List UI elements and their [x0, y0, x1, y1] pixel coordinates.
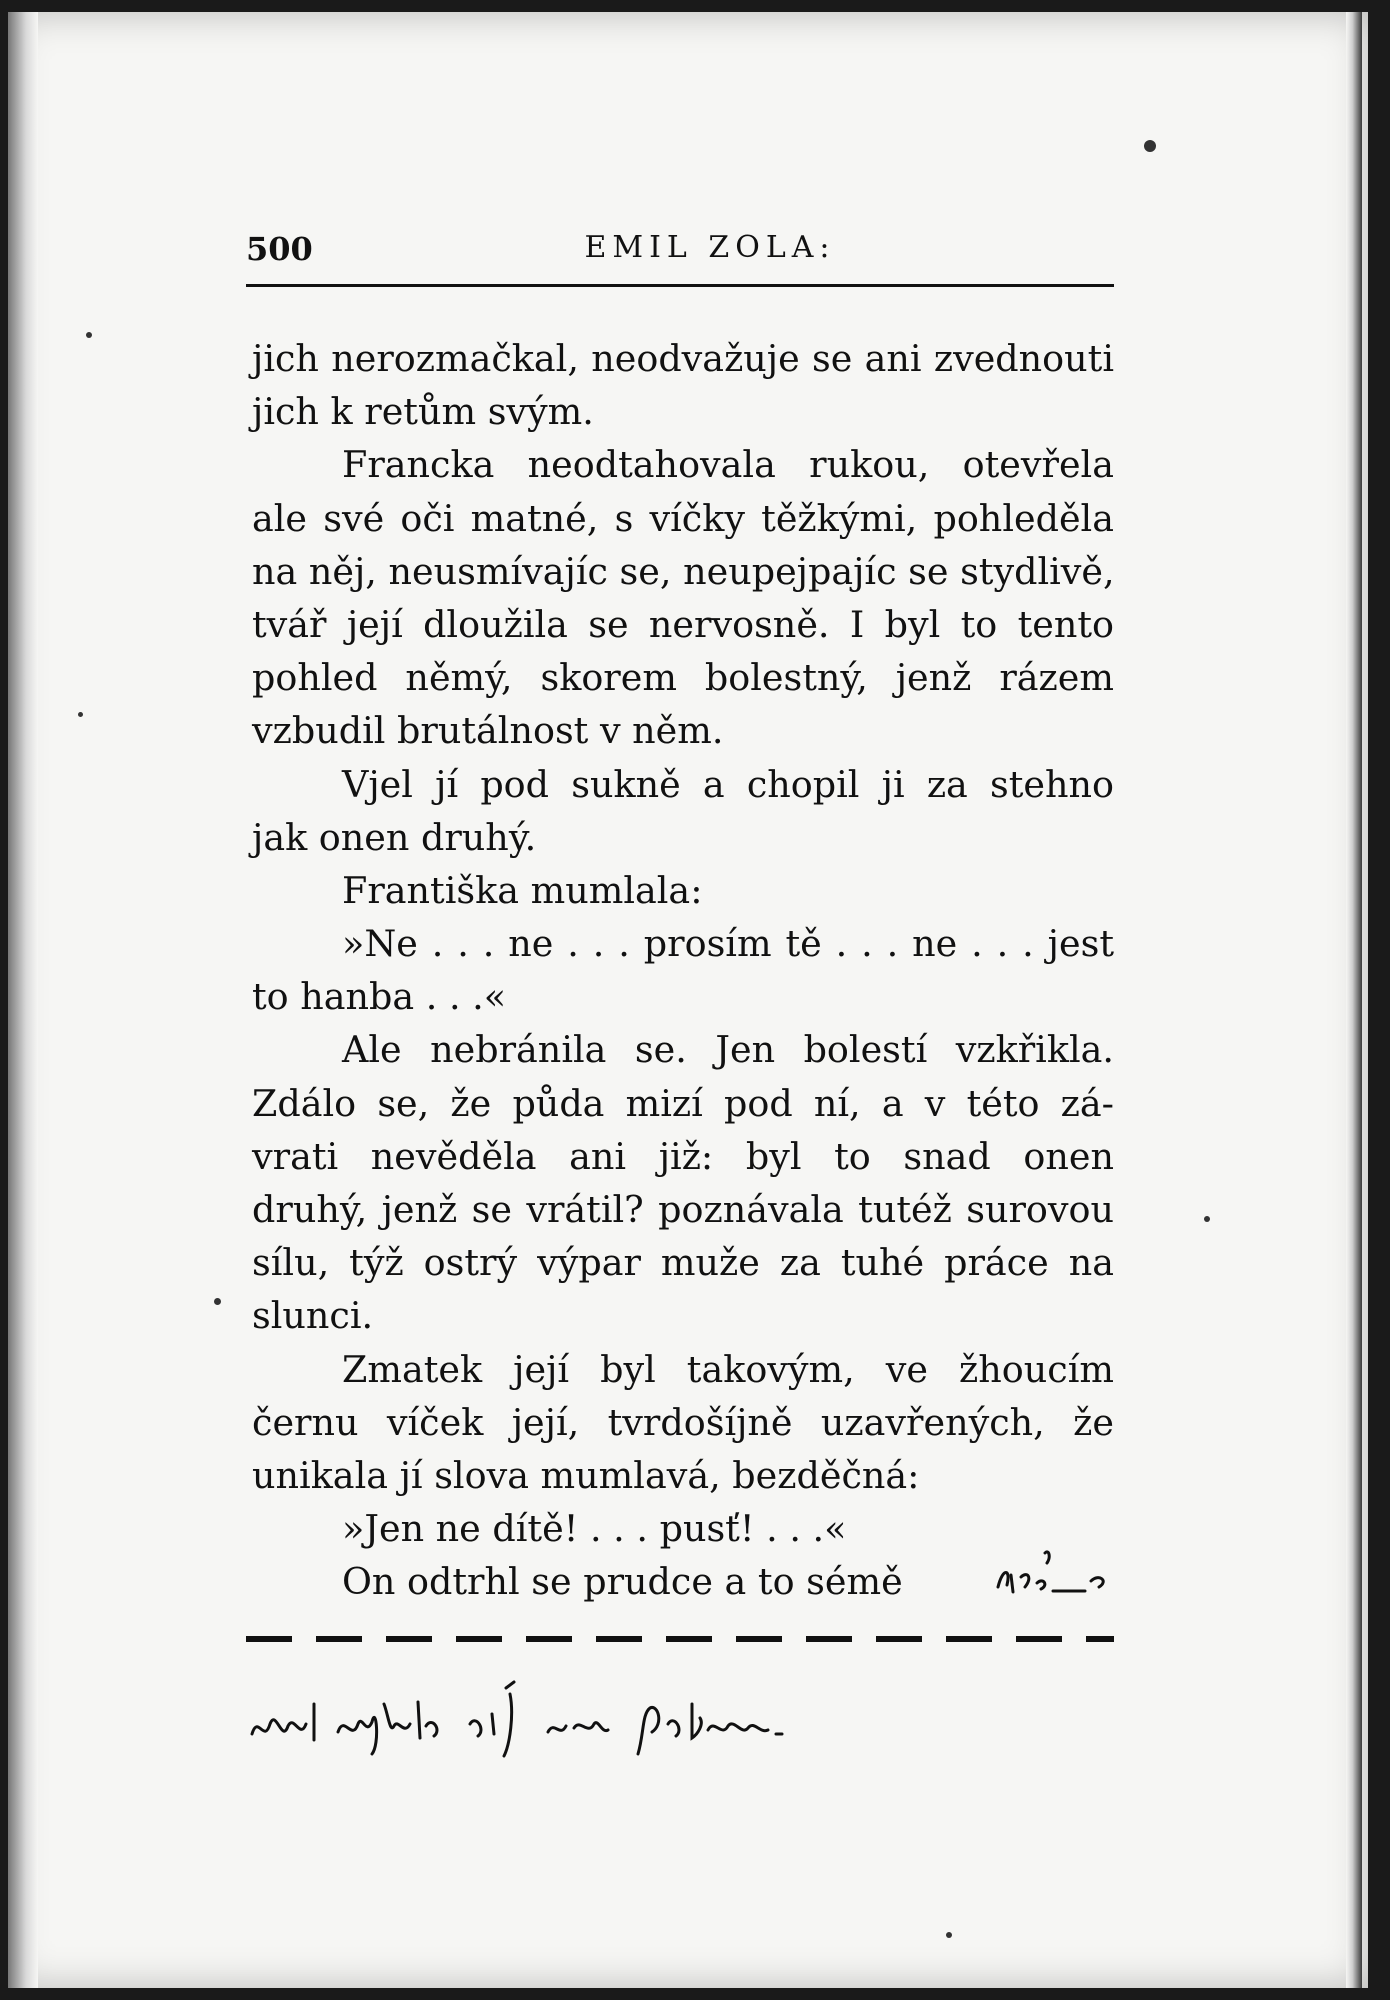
- text-line: »Ne . . . ne . . . prosím tě . . . ne . . . jest: [342, 922, 1114, 966]
- text-line: »Jen ne dítě! . . . pusť! . . .«: [342, 1507, 847, 1551]
- page-speck: [214, 1298, 221, 1305]
- text-line: Vjel jí pod sukně a chopil ji za stehno: [342, 762, 1114, 806]
- handwritten-annotation: [248, 1674, 868, 1764]
- text-line: druhý, jenž se vrátil? poznávala tutéž surovou: [252, 1188, 1114, 1231]
- text-line: unikala jí slova mumlavá, bezděčná:: [252, 1453, 920, 1497]
- page-speck: [78, 712, 83, 717]
- page-number: 500: [246, 230, 313, 268]
- running-title: EMIL ZOLA:: [584, 230, 836, 265]
- text-line: na něj, neusmívajíc se, neupejpajíc se stydlivě,: [252, 549, 1115, 593]
- text-line: sílu, týž ostrý výpar muže za tuhé práce na: [252, 1241, 1114, 1285]
- text-line: slunci.: [252, 1294, 374, 1338]
- text-line: Francka neodtahovala rukou, otevřela: [342, 443, 1114, 487]
- text-line: jich nerozmačkal, neodvažuje se ani zvednouti: [252, 337, 1114, 380]
- text-line: to hanba . . .«: [252, 975, 507, 1019]
- text-line: Zdálo se, že půda mizí pod ní, a v této zá-: [252, 1081, 1114, 1125]
- text-line: vrati nevěděla ani již: byl to snad onen: [252, 1134, 1114, 1178]
- book-page: [8, 12, 1368, 1988]
- page-header: [246, 222, 1114, 287]
- dashed-separator: [246, 1636, 1114, 1642]
- page-speck: [1144, 140, 1156, 152]
- text-line: Zmatek její byl takovým, ve žhoucím: [342, 1347, 1114, 1391]
- text-line: On odtrhl se prudce a to sémě: [342, 1560, 903, 1604]
- text-line: ale své oči matné, s víčky těžkými, pohleděla: [252, 496, 1114, 540]
- page-left-edge: [8, 12, 38, 1988]
- text-line: vzbudil brutálnost v něm.: [252, 709, 724, 753]
- handwritten-insert-mark: [993, 1547, 1113, 1607]
- page-speck: [946, 1932, 952, 1938]
- text-line: tvář její dloužila se nervosně. I byl to tento: [252, 602, 1114, 646]
- body-text: [252, 332, 1114, 1609]
- page-speck: [1204, 1216, 1210, 1222]
- text-line: jich k retům svým.: [252, 390, 594, 434]
- text-line: pohled němý, skorem bolestný, jenž rázem: [252, 656, 1114, 700]
- text-line: Ale nebránila se. Jen bolestí vzkřikla.: [342, 1028, 1114, 1072]
- page-speck: [86, 332, 92, 338]
- text-line: jak onen druhý.: [252, 815, 537, 859]
- text-line: černu víček její, tvrdošíjně uzavřených, že: [252, 1400, 1114, 1444]
- page-right-edge: [1346, 12, 1362, 1988]
- text-line: Františka mumlala:: [342, 868, 703, 912]
